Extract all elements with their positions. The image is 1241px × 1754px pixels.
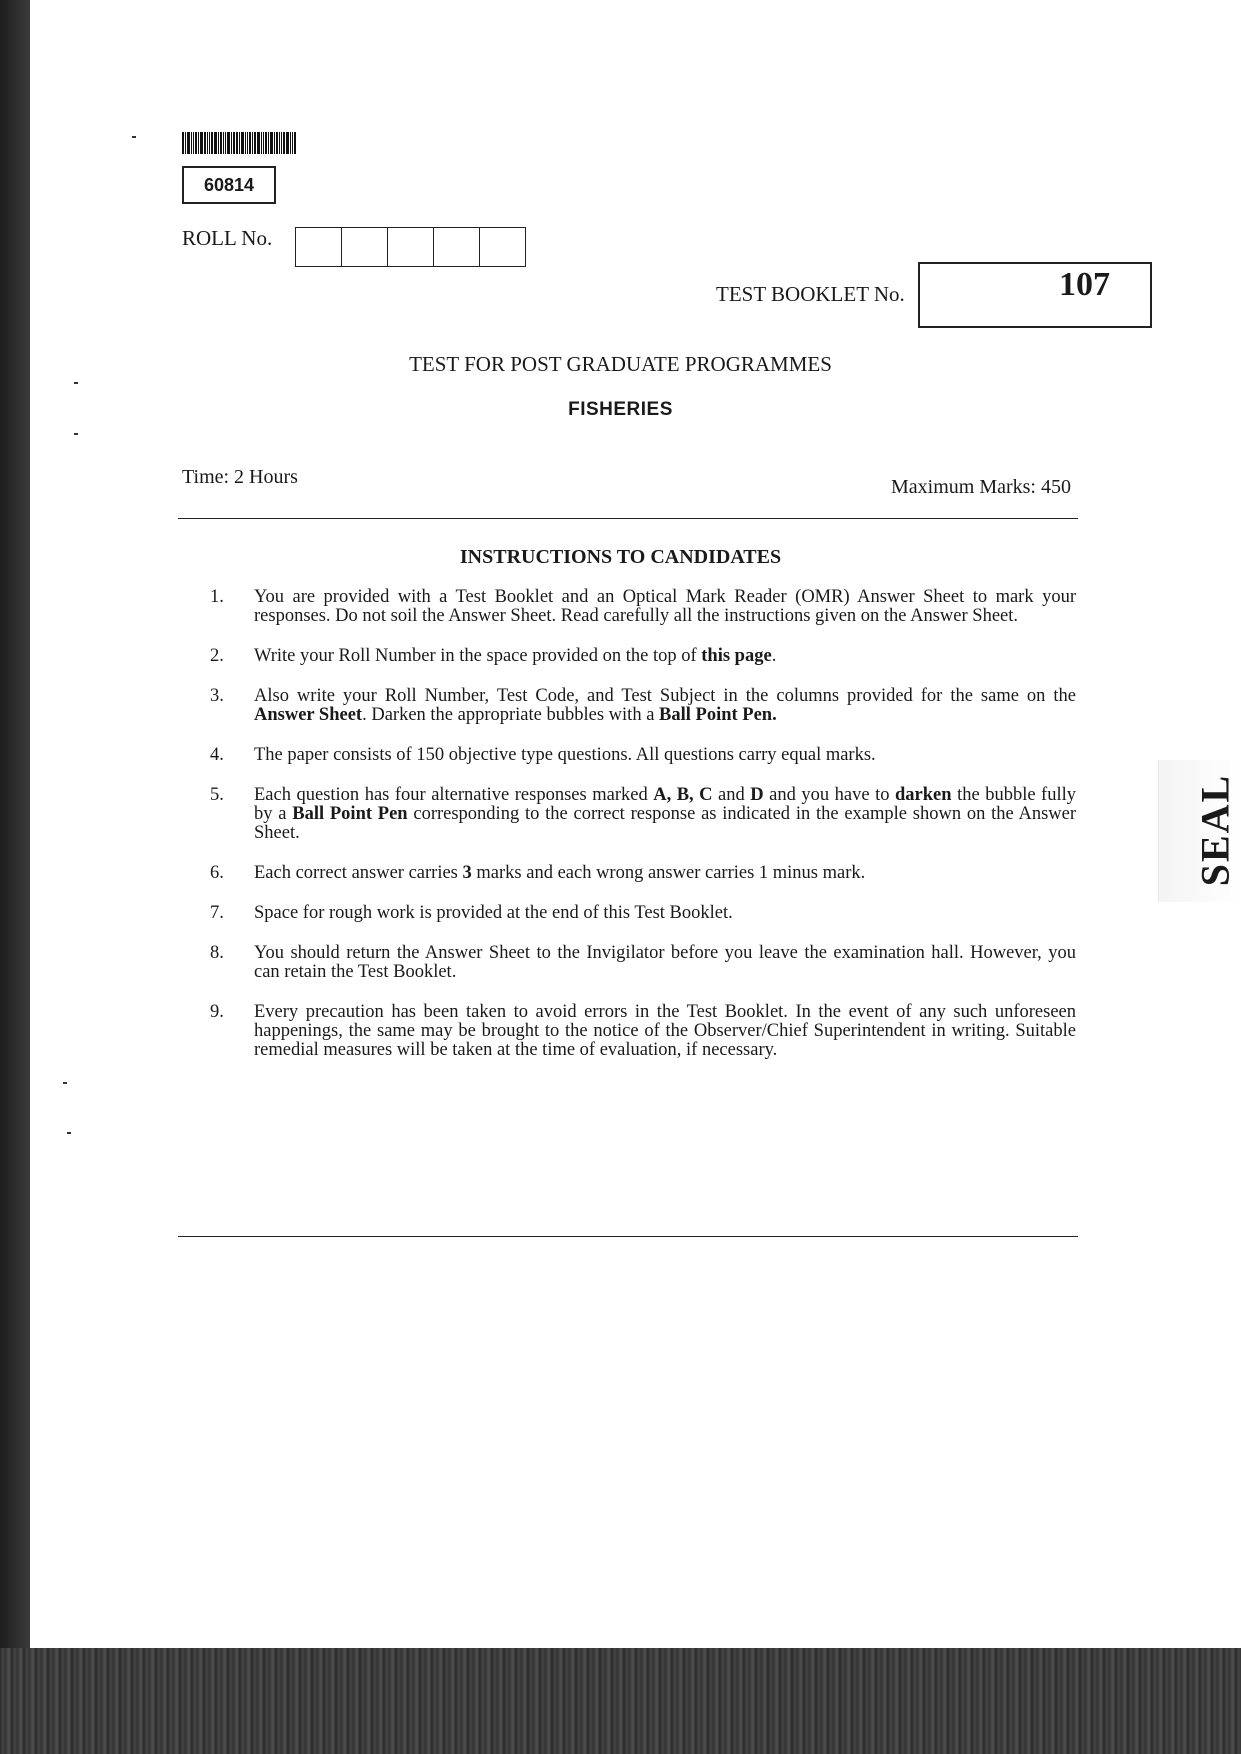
page-title: TEST FOR POST GRADUATE PROGRAMMES (409, 352, 832, 376)
barcode-bar (195, 132, 197, 154)
barcode-bar (270, 132, 273, 154)
scan-left-edge (0, 0, 30, 1650)
barcode-bar (239, 132, 240, 154)
barcode-bar (276, 132, 278, 154)
barcode-bar (279, 132, 280, 154)
instruction-emphasis: A, B, C (653, 785, 713, 805)
barcode-bar (261, 132, 262, 154)
instruction-emphasis: Ball Point Pen. (659, 705, 777, 725)
barcode-bar (225, 132, 226, 154)
roll-number-cell[interactable] (296, 228, 342, 266)
barcode-bar (290, 132, 291, 154)
barcode-bar (223, 132, 224, 154)
top-divider (178, 518, 1078, 519)
instruction-text (254, 786, 1076, 843)
booklet-number-label: TEST BOOKLET No. (716, 282, 905, 306)
instruction-segment: corresponding to the correct response as indicated in the example shown on the Answer Sheet. (254, 804, 1077, 843)
instruction-segment: Each correct answer carries (254, 863, 463, 883)
instruction-item (210, 904, 1076, 923)
barcode-bar (265, 132, 267, 154)
instruction-segment: . Darken the appropriate bubbles with a (362, 705, 660, 725)
booklet-number: 107 (1059, 266, 1110, 303)
barcode-bar (263, 132, 264, 154)
instruction-segment: the bubble fully by a (254, 785, 1076, 824)
barcode-bar (292, 132, 293, 154)
test-code-box: 60814 (182, 166, 276, 204)
instruction-item (210, 864, 1076, 883)
instruction-segment: Each question has four alternative responses marked (254, 785, 654, 805)
instruction-emphasis: Ball Point Pen (292, 804, 408, 824)
roll-number-cell[interactable] (480, 228, 525, 266)
scan-speck (74, 382, 78, 384)
barcode-bar (198, 132, 199, 154)
barcode-bar (185, 132, 186, 154)
subject-title: FISHERIES (568, 399, 673, 420)
maximum-marks: Maximum Marks: 450 (891, 476, 1071, 498)
barcode-bar (286, 132, 289, 154)
seal-label: SEAL (1192, 773, 1238, 887)
barcode-bar (209, 132, 210, 154)
roll-number-cell[interactable] (388, 228, 434, 266)
instruction-number: 1. (210, 587, 224, 607)
instruction-number: 9. (210, 1002, 224, 1022)
scan-speck (74, 433, 78, 435)
instruction-number: 6. (210, 863, 224, 883)
instruction-segment: You are provided with a Test Booklet and an Optical Mark Reader (OMR) Answer Sheet to mark your responses. Do not soil the Answer Sheet. Read carefully all the instructions given on the Answer Sheet. (254, 587, 1076, 626)
barcode-bar (204, 132, 206, 154)
roll-number-cell[interactable] (342, 228, 388, 266)
instruction-segment: and you have to (763, 785, 896, 805)
instruction-emphasis: this page (701, 646, 772, 666)
barcode-bar (274, 132, 275, 154)
instruction-text (254, 588, 1076, 626)
instruction-emphasis: Answer Sheet (254, 705, 363, 725)
barcode-bar (241, 132, 244, 154)
roll-number-cell[interactable] (434, 228, 480, 266)
barcode-bar (249, 132, 251, 154)
instruction-text (254, 1003, 1076, 1060)
instruction-item (210, 746, 1076, 765)
instruction-number: 8. (210, 943, 224, 963)
scan-bottom-band (0, 1648, 1241, 1754)
instruction-segment: marks and each wrong answer carries 1 minus mark. (471, 863, 866, 883)
barcode-bar (254, 132, 256, 154)
barcode-bar (220, 132, 222, 154)
barcode-bar (182, 132, 184, 154)
instruction-text (254, 687, 1076, 725)
instruction-segment: The paper consists of 150 objective type questions. All questions carry equal marks. (254, 745, 876, 765)
instruction-number: 7. (210, 903, 224, 923)
instruction-segment: Also write your Roll Number, Test Code, and Test Subject in the columns provided for the same on the (254, 686, 1076, 706)
barcode-bar (268, 132, 269, 154)
instruction-text (254, 864, 1076, 883)
instruction-text (254, 904, 1076, 923)
barcode-bar (187, 132, 190, 154)
time-allowed: Time: 2 Hours (182, 466, 298, 488)
barcode-bar (281, 132, 282, 154)
barcode-bar (294, 132, 296, 154)
instructions-heading: INSTRUCTIONS TO CANDIDATES (459, 546, 782, 568)
instruction-number: 3. (210, 686, 224, 706)
scan-speck (63, 1082, 67, 1084)
instruction-item (210, 786, 1076, 843)
barcode-bar (227, 132, 230, 154)
instruction-emphasis: 3 (462, 863, 472, 883)
barcode-bar (245, 132, 246, 154)
barcode (182, 132, 312, 154)
bottom-divider (178, 1236, 1078, 1237)
instruction-segment: . (771, 646, 777, 666)
instruction-number: 5. (210, 785, 224, 805)
instruction-text (254, 746, 1076, 765)
instruction-emphasis: darken (895, 785, 952, 805)
barcode-bar (247, 132, 248, 154)
barcode-bar (257, 132, 260, 154)
barcode-bar (211, 132, 213, 154)
instruction-item (210, 1003, 1076, 1060)
instruction-text (254, 647, 1076, 666)
barcode-bar (252, 132, 253, 154)
barcode-bar (236, 132, 238, 154)
roll-number-boxes[interactable] (295, 227, 526, 267)
scan-speck (67, 1132, 71, 1134)
instruction-emphasis: D (750, 785, 764, 805)
barcode-bar (193, 132, 194, 154)
barcode-bar (218, 132, 219, 154)
instruction-segment: Space for rough work is provided at the end of this Test Booklet. (254, 903, 733, 923)
instruction-segment: You should return the Answer Sheet to the Invigilator before you leave the examination hall. However, you can retain the Test Booklet. (254, 943, 1076, 982)
instruction-segment: Write your Roll Number in the space provided on the top of (254, 646, 702, 666)
instruction-segment: Every precaution has been taken to avoid errors in the Test Booklet. In the event of any such unforeseen happenings, the same may be brought to the notice of the Observer/Chief Superintendent in writing. Suitable remedial measures will be taken at the time of evaluation, if necessary. (254, 1002, 1076, 1060)
barcode-bar (207, 132, 208, 154)
barcode-bar (283, 132, 285, 154)
scan-speck (132, 136, 136, 138)
instructions-list (210, 588, 1076, 1081)
instruction-item (210, 687, 1076, 725)
instruction-text (254, 944, 1076, 982)
instruction-item (210, 588, 1076, 626)
barcode-bar (191, 132, 192, 154)
instruction-number: 2. (210, 646, 224, 666)
barcode-bar (233, 132, 235, 154)
instruction-number: 4. (210, 745, 224, 765)
roll-number-label: ROLL No. (182, 226, 273, 250)
barcode-bar (231, 132, 232, 154)
instruction-item (210, 944, 1076, 982)
barcode-bar (214, 132, 217, 154)
barcode-bar (200, 132, 203, 154)
instruction-item (210, 647, 1076, 666)
instruction-segment: and (712, 785, 751, 805)
booklet-number-box (918, 262, 1152, 328)
